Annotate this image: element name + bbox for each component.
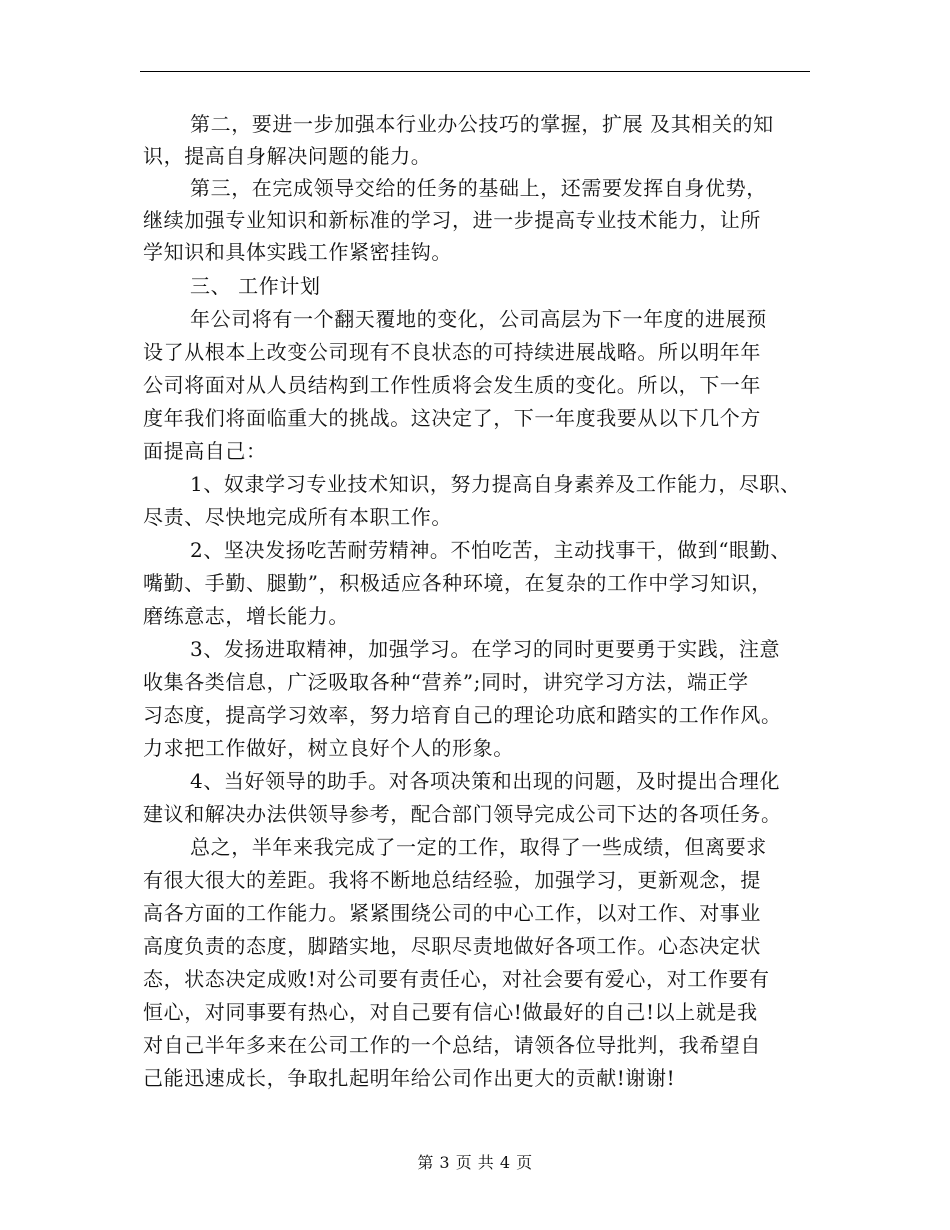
- paragraph-line: 尽责、尽快地完成所有本职工作。: [143, 505, 452, 529]
- paragraph-line: 力求把工作做好，树立良好个人的形象。: [143, 736, 514, 760]
- paragraph-line: 有很大很大的差距。我将不断地总结经验，加强学习，更新观念，提: [143, 868, 761, 892]
- paragraph-line: 高各方面的工作能力。紧紧围绕公司的中心工作，以对工作、对事业: [143, 901, 761, 925]
- paragraph-line: 磨练意志，增长能力。: [143, 604, 349, 628]
- paragraph-line: 度年我们将面临重大的挑战。这决定了，下一年度我要从以下几个方: [143, 406, 761, 430]
- paragraph-line: 己能迅速成长，争取扎起明年给公司作出更大的贡献!谢谢!: [143, 1066, 676, 1090]
- paragraph-line: 对自己半年多来在公司工作的一个总结，请领各位导批判，我希望自: [143, 1033, 761, 1057]
- paragraph-line: 识，提高自身解决问题的能力。: [143, 144, 432, 168]
- paragraph-line: 继续加强专业知识和新标准的学习，进一步提高专业技术能力，让所: [143, 208, 761, 232]
- paragraph-line: 学知识和具体实践工作紧密挂钩。: [143, 240, 452, 264]
- paragraph-line: 公司将面对从人员结构到工作性质将会发生质的变化。所以，下一年: [143, 373, 761, 397]
- paragraph-line: 第二，要进一步加强本行业办公技巧的掌握，扩展 及其相关的知: [190, 112, 774, 136]
- paragraph-line: 2、坚决发扬吃苦耐劳精神。不怕吃苦，主动找事干，做到“眼勤、: [190, 538, 791, 562]
- section-heading: 三、 工作计划: [190, 274, 321, 298]
- paragraph-line: 建议和解决办法供领导参考，配合部门领导完成公司下达的各项任务。: [143, 802, 782, 826]
- paragraph-line: 第三，在完成领导交给的任务的基础上，还需要发挥自身优势，: [190, 176, 767, 200]
- paragraph-line: 收集各类信息，广泛吸取各种“营养”;同时，讲究学习方法，端正学: [143, 670, 749, 694]
- paragraph-line: 1、奴隶学习专业技术知识，努力提高自身素养及工作能力，尽职、: [190, 472, 801, 496]
- paragraph-line: 年公司将有一个翻天覆地的变化，公司高层为下一年度的进展预: [190, 307, 767, 331]
- paragraph-line: 习态度，提高学习效率，努力培育自己的理论功底和踏实的工作作风。: [143, 703, 782, 727]
- paragraph-line: 恒心，对同事要有热心，对自己要有信心!做最好的自己!以上就是我: [143, 1000, 758, 1024]
- paragraph-line: 3、发扬进取精神，加强学习。在学习的同时更要勇于实践，注意: [190, 637, 781, 661]
- paragraph-line: 总之，半年来我完成了一定的工作，取得了一些成绩，但离要求: [190, 835, 767, 859]
- paragraph-line: 嘴勤、手勤、腿勤”，积极适应各种环境，在复杂的工作中学习知识，: [143, 571, 772, 595]
- paragraph-line: 4、当好领导的助手。对各项决策和出现的问题，及时提出合理化: [190, 769, 781, 793]
- page-number-footer: 第 3 页 共 4 页: [417, 1153, 533, 1172]
- paragraph-line: 面提高自己：: [143, 439, 267, 463]
- paragraph-line: 高度负责的态度，脚踏实地，尽职尽责地做好各项工作。心态决定状: [143, 934, 761, 958]
- paragraph-line: 态，状态决定成败!对公司要有责任心，对社会要有爱心，对工作要有: [143, 967, 770, 991]
- paragraph-line: 设了从根本上改变公司现有不良状态的可持续进展战略。所以明年年: [143, 340, 761, 364]
